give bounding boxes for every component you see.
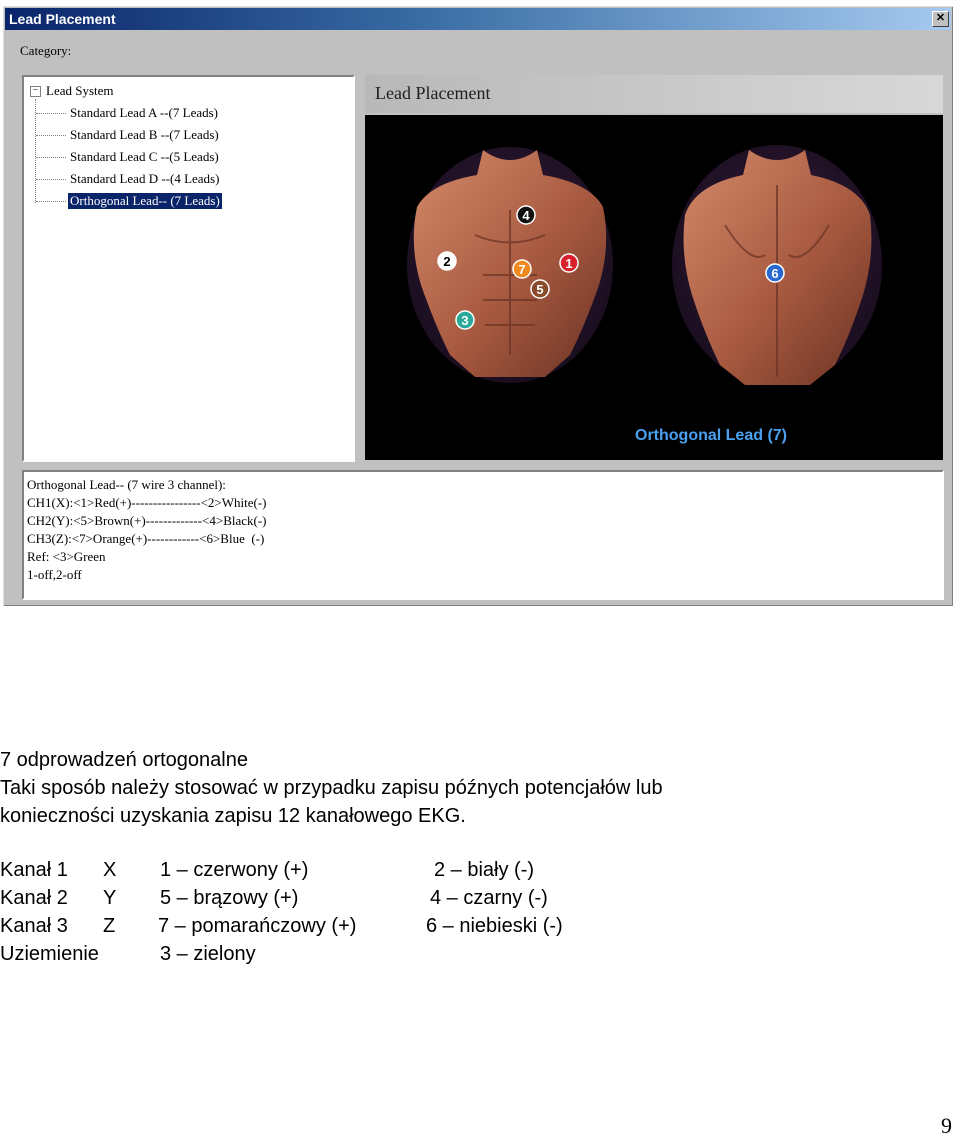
electrode-marker-4 [517,206,535,224]
panel-caption: Orthogonal Lead (7) [635,427,787,444]
document-body [0,746,663,830]
tree-item-standard-lead-a[interactable]: Standard Lead A --(7 Leads) [70,105,219,120]
axis-cell: Y [103,887,117,909]
electrode-marker-2 [438,252,456,270]
lead-placement-image [365,115,943,460]
electrode-marker-6 [766,264,784,282]
svg-text:2: 2 [443,254,451,269]
channel-cell: Kanał 3 [0,915,68,937]
category-label: Category: [20,43,72,58]
panel-header [365,75,943,113]
positive-cell: 1 – czerwony (+) [160,859,309,881]
tree-connector [36,179,66,180]
description-line: Orthogonal Lead-- (7 wire 3 channel): [27,477,226,492]
svg-text:1: 1 [565,256,573,271]
torso-illustration [365,115,943,460]
svg-text:4: 4 [522,208,530,223]
tree-item-standard-lead-b[interactable]: Standard Lead B --(7 Leads) [70,127,219,142]
paragraph-line: Taki sposób należy stosować w przypadku zapisu późnych potencjałów lub [0,777,663,799]
heading: 7 odprowadzeń ortogonalne [0,749,248,771]
svg-text:3: 3 [461,313,469,328]
tree-root-label[interactable]: Lead System [46,83,114,98]
svg-text:5: 5 [536,282,544,297]
electrode-marker-5 [531,280,549,298]
positive-cell: 7 – pomarańczowy (+) [158,915,357,937]
negative-cell: 4 – czarny (-) [430,887,548,909]
tree-connector [36,201,66,202]
channel-cell: Kanał 2 [0,887,68,909]
description-line: CH1(X):<1>Red(+)----------------<2>White(-) [27,495,267,510]
positive-cell: 3 – zielony [160,943,256,965]
close-button[interactable]: ✕ [932,11,949,27]
tree-connector [36,157,66,158]
description-line: 1-off,2-off [27,567,82,582]
title-bar[interactable] [5,8,951,30]
tree-connector [36,113,66,114]
axis-cell: X [103,859,117,881]
collapse-icon[interactable]: − [30,86,41,97]
window-title: Lead Placement [9,11,116,27]
axis-cell: Z [103,915,116,937]
positive-cell: 5 – brązowy (+) [160,887,299,909]
panel-header-title: Lead Placement [375,83,491,103]
svg-text:7: 7 [518,262,526,277]
tree-connector [36,135,66,136]
tree-connector [35,99,36,203]
electrode-marker-7 [513,260,531,278]
description-line: CH3(Z):<7>Orange(+)------------<6>Blue (-) [27,531,265,546]
tree-item-standard-lead-c[interactable]: Standard Lead C --(5 Leads) [70,149,219,164]
description-line: CH2(Y):<5>Brown(+)-------------<4>Black(-) [27,513,267,528]
tree-item-standard-lead-d[interactable]: Standard Lead D --(4 Leads) [70,171,220,186]
negative-cell: 2 – biały (-) [434,859,535,881]
channel-cell: Uziemienie [0,943,99,965]
lead-system-tree[interactable] [22,75,355,462]
electrode-marker-1 [560,254,578,272]
svg-text:6: 6 [771,266,779,281]
description-line: Ref: <3>Green [27,549,106,564]
channel-cell: Kanał 1 [0,859,68,881]
paragraph-line: konieczności uzyskania zapisu 12 kanałowego EKG. [0,805,466,827]
negative-cell: 6 – niebieski (-) [426,915,563,937]
tree-item-orthogonal-lead[interactable]: Orthogonal Lead-- (7 Leads) [70,193,220,208]
page-number: 9 [941,1113,952,1138]
electrode-marker-3 [456,311,474,329]
lead-description-box[interactable] [22,470,944,600]
